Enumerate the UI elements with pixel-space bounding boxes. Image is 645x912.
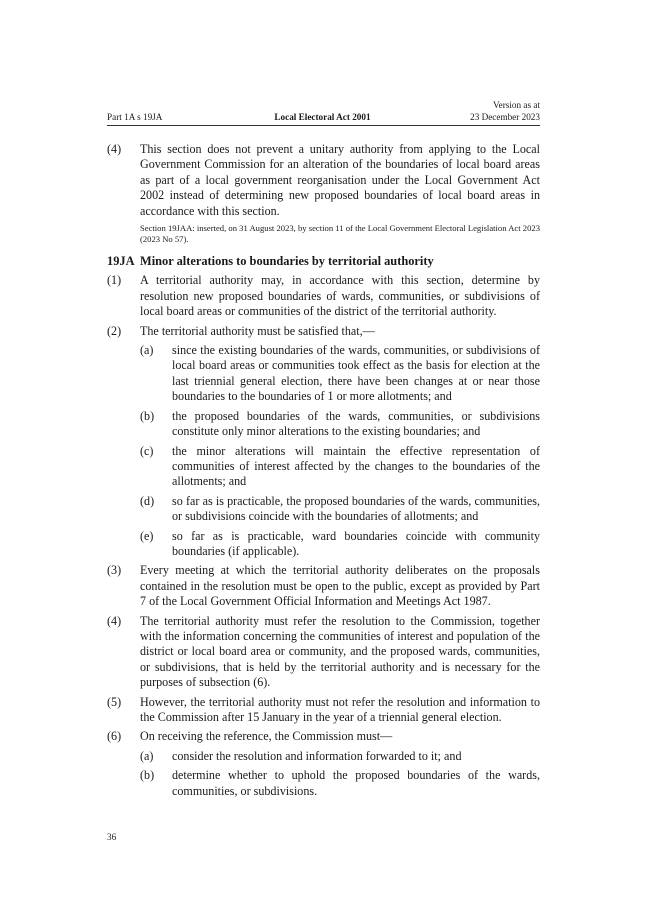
subsection-4: [107, 614, 540, 691]
subsection-text: However, the territorial authority must not refer the resolution and information to the Commission after 15 January in the year of a triennial general election.: [140, 694, 540, 724]
subsection-number: (6): [107, 729, 122, 744]
paragraph-6a: [107, 749, 540, 764]
paragraph-text: determine whether to uphold the proposed boundaries of the wards, communities, or subdivisions.: [172, 768, 540, 798]
section-title: Minor alterations to boundaries by territorial authority: [140, 254, 434, 269]
subsection-number: (1): [107, 273, 122, 288]
running-head-part: Part 1A s 19JA: [107, 112, 163, 122]
subsection-1: [107, 273, 540, 319]
subsection-text: Every meeting at which the territorial authority deliberates on the proposals contained in the resolution must be open to the public, except as provided by Part 7 of the Local Government Official Information and Meetings Act 1987.: [140, 563, 540, 609]
prev-subsection-4: [107, 142, 540, 219]
section-heading: [107, 254, 540, 269]
subsection-number: (5): [107, 694, 122, 709]
paragraph-text: consider the resolution and information forwarded to it; and: [172, 748, 462, 763]
subsection-number: (2): [107, 323, 122, 338]
document-body: [107, 142, 540, 803]
paragraph-2a: [107, 343, 540, 405]
subsection-number: (4): [107, 142, 122, 156]
subsection-3: [107, 563, 540, 609]
subsection-2: [107, 324, 540, 339]
paragraph-number: (b): [140, 768, 155, 783]
subsection-text: The territorial authority must be satisfied that,—: [140, 323, 375, 338]
paragraph-6b: [107, 768, 540, 799]
subsection-5: [107, 695, 540, 726]
paragraph-2d: [107, 494, 540, 525]
paragraph-text: so far as is practicable, the proposed boundaries of the wards, communities, or subdivisions coincide with the boundaries of allotments; and: [172, 493, 540, 524]
paragraph-2b: [107, 409, 540, 440]
page-number: 36: [107, 832, 117, 842]
subsection-text: On receiving the reference, the Commission must—: [140, 729, 393, 744]
section-number: 19JA: [107, 254, 135, 269]
paragraph-number: (a): [140, 343, 154, 358]
paragraph-number: (a): [140, 748, 154, 763]
running-head-title: Local Electoral Act 2001: [274, 112, 371, 122]
header-rule: [107, 125, 540, 126]
subsection-number: (3): [107, 563, 122, 578]
paragraph-2c: [107, 444, 540, 490]
version-date: 23 December 2023: [470, 112, 540, 122]
history-note: Section 19JAA: inserted, on 31 August 2023, by section 11 of the Local Government Electoral Legislation Act 2023 (2023 No 57).: [140, 223, 540, 245]
paragraph-text: so far as is practicable, ward boundaries coincide with community boundaries (if applicable).: [172, 528, 540, 558]
subsection-6: [107, 729, 540, 744]
paragraph-number: (b): [140, 408, 155, 423]
version-stamp: [493, 99, 540, 111]
subsection-text: The territorial authority must refer the resolution to the Commission, together with the information concerning the communities of interest and population of the district or local board area or community, and the proposed wards, communities, or subdivisions, that is held by the territorial authority and is necessary for the purposes of subsection (6).: [140, 613, 540, 690]
subsection-number: (4): [107, 613, 122, 628]
version-label: Version as at: [493, 100, 540, 110]
paragraph-number: (c): [140, 443, 154, 458]
paragraph-text: since the existing boundaries of the wards, communities, or subdivisions of local board areas or communities took effect as the basis for election at the last triennial general election, there have been changes at or near those boundaries to the boundaries of 1 or more allotments; and: [172, 343, 540, 404]
paragraph-text: the proposed boundaries of the wards, communities, or subdivisions constitute only minor alterations to the existing boundaries; and: [172, 408, 540, 439]
subsection-text: A territorial authority may, in accordance with this section, determine by resolution new proposed boundaries of wards, communities, or subdivisions of local board areas or communities of the district of the territorial authority.: [140, 273, 540, 319]
paragraph-number: (d): [140, 493, 155, 508]
paragraph-text: the minor alterations will maintain the effective representation of communities of interest affected by the changes to the boundaries of the allotments; and: [172, 443, 540, 489]
paragraph-2e: [107, 529, 540, 560]
paragraph-number: (e): [140, 528, 154, 543]
subsection-text: This section does not prevent a unitary authority from applying to the Local Government Commission for an alteration of the boundaries of local board areas as part of a local government reorganisation under the Local Government Act 2002 instead of determining new proposed boundaries of local board areas in accordance with this section.: [140, 142, 540, 218]
